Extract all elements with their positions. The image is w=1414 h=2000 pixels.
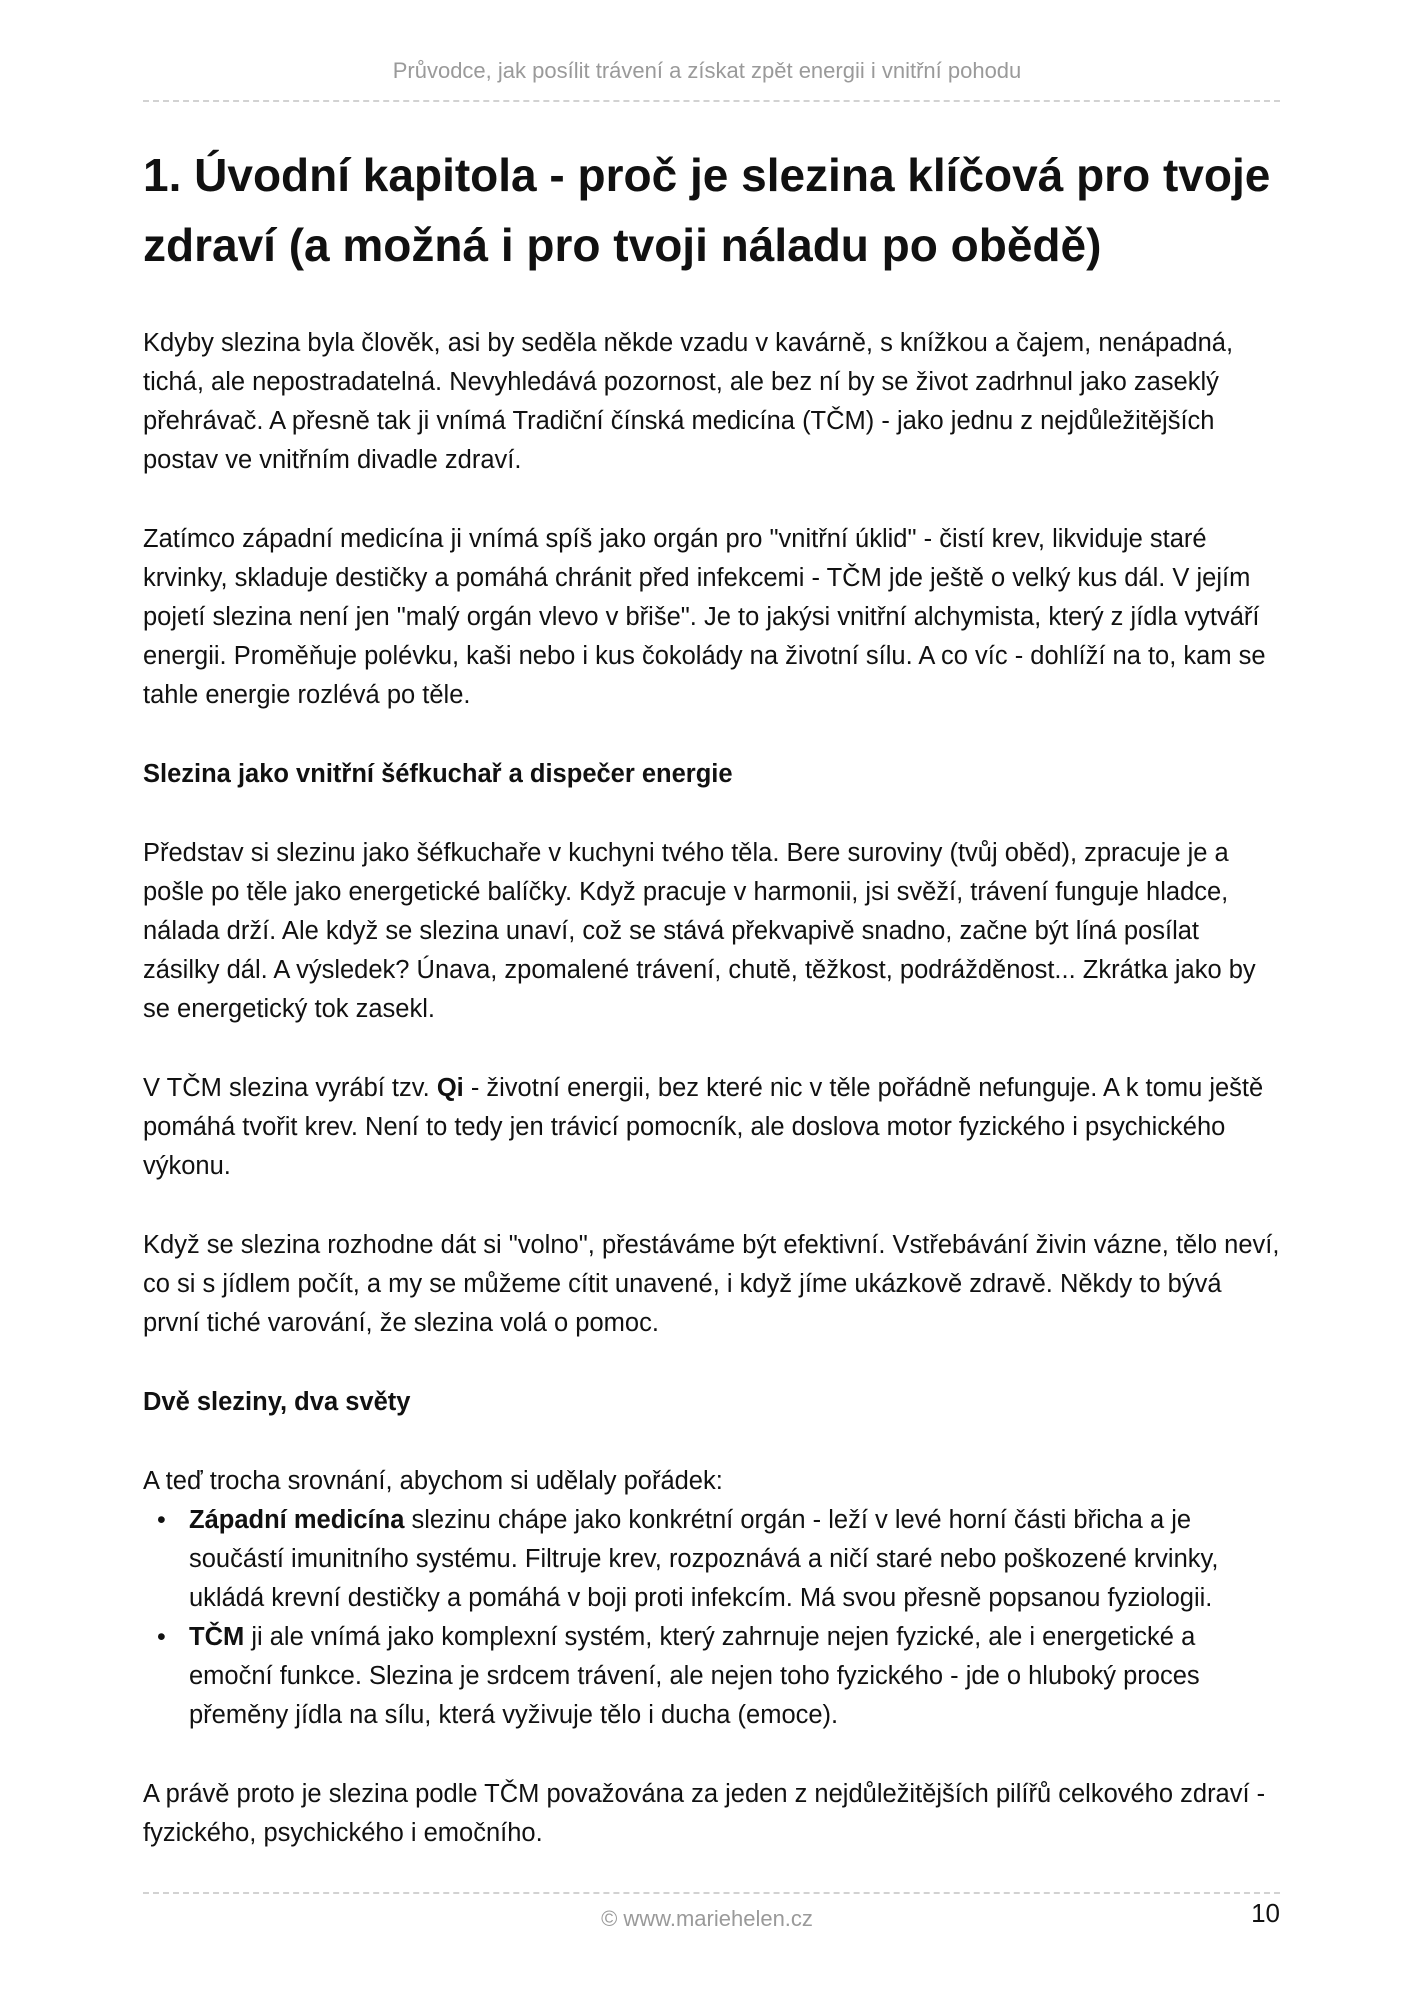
section-heading-chef: Slezina jako vnitřní šéfkuchař a dispečer energie bbox=[143, 760, 733, 788]
section1-paragraph-1: Představ si slezinu jako šéfkuchaře v kuchyni tvého těla. Bere suroviny (tvůj oběd), zpracuje je a pošle po těle jako energetické balíčky. Když pracuje v harmonii, jsi svěží, trávení funguje hladce, nálada drží. Ale když se slezina unaví, což se stává překvapivě snadno, začne být líná posílat zásilky dál. A výsledek? Únava, zpomalené trávení, chutě, těžkost, podrážděnost... Zkrátka jako by se energetický tok zasekl. bbox=[143, 839, 1256, 1023]
footer-divider bbox=[143, 1892, 1280, 1894]
intro-paragraph-2: Zatímco západní medicína ji vnímá spíš jako orgán pro "vnitřní úklid" - čistí krev, likviduje staré krvinky, skladuje destičky a pomáhá chránit před infekcemi - TČM jde ještě o velký kus dál. V jejím pojetí slezina není jen "malý orgán vlevo v břiše". Je to jakýsi vnitřní alchymista, který z jídla vytváří energii. Proměňuje polévku, kaši nebo i kus čokolády na životní sílu. A co víc - dohlíží na to, kam se tahle energie rozlévá po těle. bbox=[143, 525, 1266, 709]
bullet-icon: • bbox=[157, 1506, 166, 1534]
chapter-title: 1. Úvodní kapitola - proč je slezina klíčová pro tvoje zdraví (a možná i pro tvoji náladu po obědě) bbox=[143, 149, 1271, 271]
comparison-lead-in: A teď trocha srovnání, abychom si udělaly pořádek: bbox=[143, 1467, 723, 1495]
section-heading-two-spleens: Dvě sleziny, dva světy bbox=[143, 1388, 411, 1416]
qi-term: Qi bbox=[436, 1074, 464, 1102]
closing-paragraph: A právě proto je slezina podle TČM považována za jeden z nejdůležitějších pilířů celkového zdraví - fyzického, psychického i emočního. bbox=[143, 1780, 1266, 1847]
page-number: 10 bbox=[1251, 1898, 1280, 1928]
comparison-list bbox=[143, 1501, 1280, 1735]
list-item-western-medicine bbox=[143, 1501, 1280, 1618]
footer-copyright: © www.mariehelen.cz bbox=[601, 1906, 813, 1931]
section1-paragraph-3: Když se slezina rozhodne dát si "volno", přestáváme být efektivní. Vstřebávání živin vázne, tělo neví, co si s jídlem počít, a my se můžeme cítit unavené, i když jíme ukázkově zdravě. Někdy to bývá první tiché varování, že slezina volá o pomoc. bbox=[143, 1231, 1280, 1337]
qi-suffix: - životní energii, bez které nic v těle pořádně nefunguje. A k tomu ještě pomáhá tvořit krev. Není to tedy jen trávicí pomocník, ale doslova motor fyzického i psychického výkonu. bbox=[143, 1074, 1264, 1180]
list-item-term: TČM bbox=[189, 1623, 245, 1651]
qi-prefix: V TČM slezina vyrábí tzv. bbox=[143, 1074, 437, 1102]
list-item-text: ji ale vnímá jako komplexní systém, který zahrnuje nejen fyzické, ale i energetické a emoční funkce. Slezina je srdcem trávení, ale nejen toho fyzického - jde o hluboký proces přeměny jídla na sílu, která vyživuje tělo i ducha (emoce). bbox=[189, 1623, 1200, 1729]
header-divider bbox=[143, 100, 1280, 102]
running-header: Průvodce, jak posílit trávení a získat zpět energii i vnitřní pohodu bbox=[392, 58, 1022, 83]
list-item-tcm bbox=[143, 1618, 1280, 1735]
page-content bbox=[143, 128, 1280, 1893]
intro-paragraph-1: Kdyby slezina byla člověk, asi by seděla někde vzadu v kavárně, s knížkou a čajem, nenápadná, tichá, ale nepostradatelná. Nevyhledává pozornost, ale bez ní by se život zadrhnul jako zaseklý přehrávač. A přesně tak ji vnímá Tradiční čínská medicína (TČM) - jako jednu z nejdůležitějších postav ve vnitřním divadle zdraví. bbox=[143, 329, 1234, 474]
list-item-term: Západní medicína bbox=[189, 1506, 405, 1534]
list-item-text: slezinu chápe jako konkrétní orgán - leží v levé horní části břicha a je součástí imunitního systému. Filtruje krev, rozpoznává a ničí staré nebo poškozené krvinky, ukládá krevní destičky a pomáhá v boji proti infekcím. Má svou přesně popsanou fyziologii. bbox=[189, 1506, 1219, 1612]
bullet-icon: • bbox=[157, 1623, 166, 1651]
section1-paragraph-2 bbox=[143, 1069, 1280, 1186]
